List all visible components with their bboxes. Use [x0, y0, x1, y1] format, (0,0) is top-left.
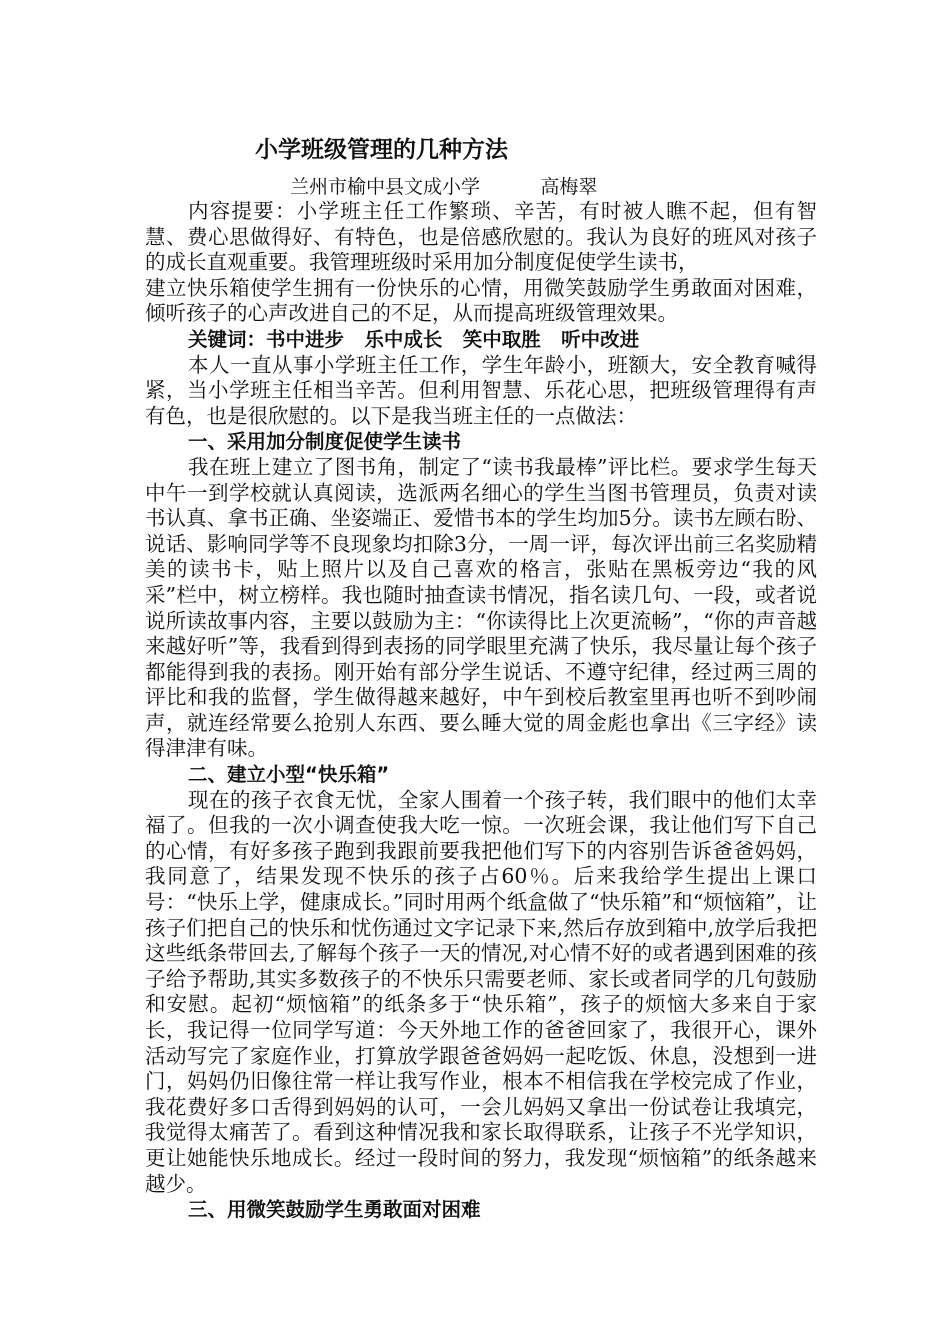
document-body — [145, 199, 817, 1223]
author-line: 兰州市榆中县文成小学 高梅翠 — [290, 176, 598, 198]
section-heading-1 — [145, 429, 817, 455]
section-1-paragraph: 我在班上建立了图书角，制定了“读书我最棒”评比栏。要求学生每天中午一到学校就认真阅读，选派两名细心的学生当图书管理员，负责对读书认真、拿书正确、坐姿端正、爱惜书本的学生均加5分。读书左顾右盼、说话、影响同学等不良现象均扣除3分，一周一评，每次评出前三名奖励精美的读书卡，贴上照片以及自己喜欢的格言，张贴在黑板旁边“我的风采”栏中，树立榜样。我也随时抽查读书情况，指名读几句、一段，或者说说所读故事内容，主要以鼓励为主：“你读得比上次更流畅”，“你的声音越来越好听”等，我看到得到表扬的同学眼里充满了快乐，我尽量让每个孩子都能得到我的表扬。刚开始有部分学生说话、不遵守纪律，经过两三周的评比和我的监督，学生做得越来越好，中午到校后教室里再也听不到吵闹声，就连经常要么抢别人东西、要么睡大觉的周金彪也拿出《三字经》读得津津有味。 — [145, 454, 817, 761]
section-heading-3-text: 三、用微笑鼓励学生勇敢面对困难 — [188, 1198, 481, 1222]
page-title: 小学班级管理的几种方法 — [255, 137, 508, 163]
section-heading-3 — [145, 1197, 817, 1223]
section-heading-2 — [145, 762, 817, 788]
section-heading-2-text: 二、建立小型“快乐箱” — [188, 763, 390, 787]
abstract-paragraph: 内容提要：小学班主任工作繁琐、辛苦，有时被人瞧不起，但有智慧、费心思做得好、有特色，也是倍感欣慰的。我认为良好的班风对孩子的成长直观重要。我管理班级时采用加分制度促使学生读书， — [145, 199, 817, 275]
intro-paragraph: 本人一直从事小学班主任工作，学生年龄小，班额大，安全教育喊得紧，当小学班主任相当辛苦。但利用智慧、乐花心思，把班级管理得有声有色，也是很欣慰的。以下是我当班主任的一点做法： — [145, 352, 817, 428]
section-heading-1-text: 一、采用加分制度促使学生读书 — [188, 430, 462, 454]
abstract-continuation: 建立快乐箱使学生拥有一份快乐的心情，用微笑鼓励学生勇敢面对困难，倾听孩子的心声改进自己的不足，从而提高班级管理效果。 — [145, 275, 817, 326]
keywords-line — [145, 327, 817, 353]
section-2-paragraph: 现在的孩子衣食无忧，全家人围着一个孩子转，我们眼中的他们太幸福了。但我的一次小调查使我大吃一惊。一次班会课，我让他们写下自己的心情，有好多孩子跑到我跟前要我把他们写下的内容别告诉爸爸妈妈，我同意了，结果发现不快乐的孩子占60％。后来我给学生提出上课口号：“快乐上学，健康成长。”同时用两个纸盒做了“快乐箱”和“烦恼箱”，让孩子们把自己的快乐和忧伤通过文字记录下来,然后存放到箱中,放学后我把这些纸条带回去,了解每个孩子一天的情况,对心情不好的或者遇到困难的孩子给予帮助,其实多数孩子的不快乐只需要老师、家长或者同学的几句鼓励和安慰。起初“烦恼箱”的纸条多于“快乐箱”，孩子的烦恼大多来自于家长，我记得一位同学写道：今天外地工作的爸爸回家了，我很开心，课外活动写完了家庭作业，打算放学跟爸爸妈妈一起吃饭、休息，没想到一进门，妈妈仍旧像往常一样让我写作业，根本不相信我在学校完成了作业，我花费好多口舌得到妈妈的认可，一会儿妈妈又拿出一份试卷让我填完，我觉得太痛苦了。看到这种情况我和家长取得联系，让孩子不光学知识，更让她能快乐地成长。经过一段时间的努力，我发现“烦恼箱”的纸条越来越少。 — [145, 787, 817, 1196]
keywords-text: 关键词：书中进步 乐中成长 笑中取胜 听中改进 — [188, 327, 640, 351]
